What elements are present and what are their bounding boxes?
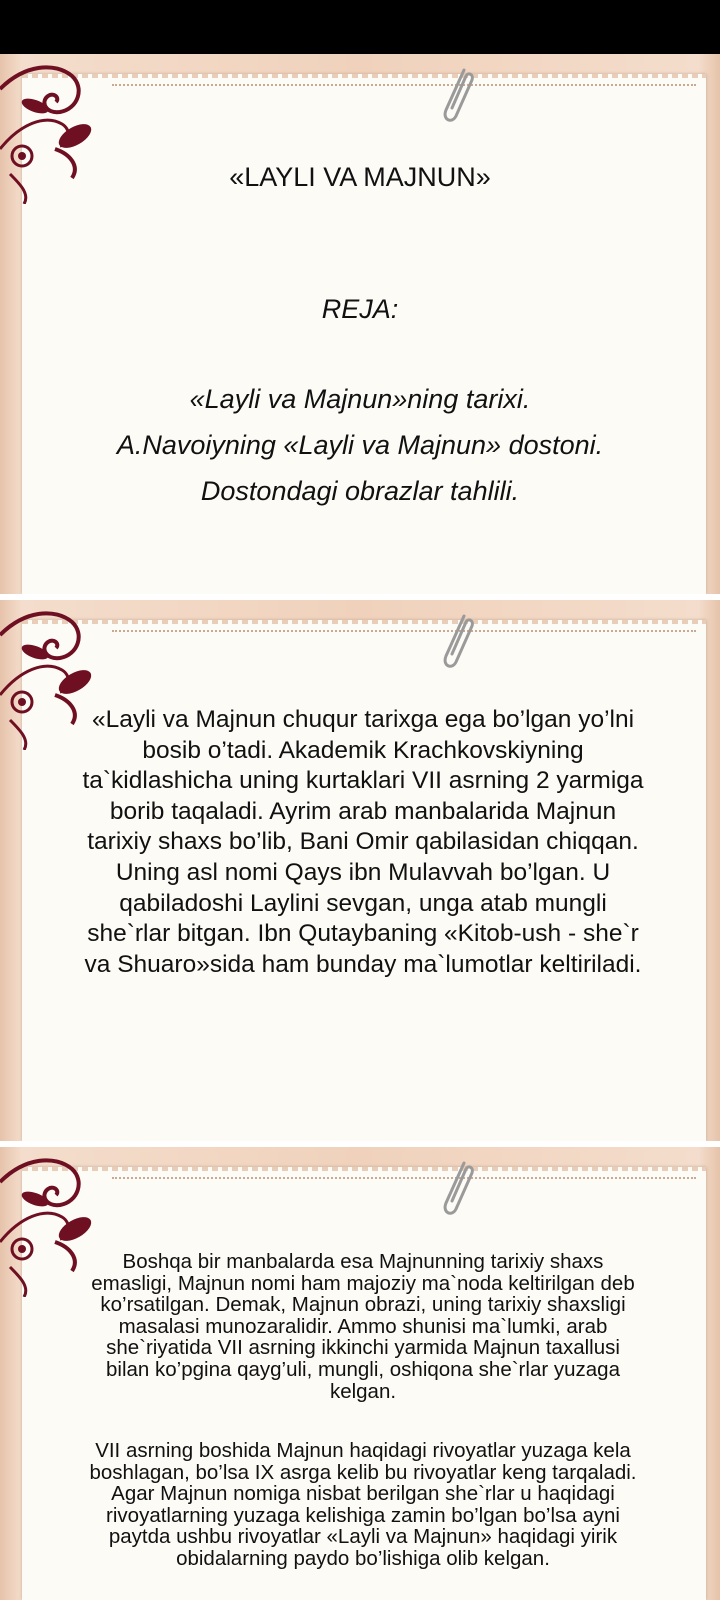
paperclip-icon xyxy=(438,612,478,672)
paper-sheet xyxy=(22,74,706,594)
plan-item: «Layli va Majnun»ning tarixi. xyxy=(189,384,531,414)
paperclip-icon xyxy=(438,66,478,126)
slide-paragraph-1: Boshqa bir manbalarda esa Majnunning tarixiy shaxs emasligi, Majnun nomi ham majoziy ma`noda keltirilgan deb ko’rsatilgan. Demak, Majnun obrazi, uning tarixiy shaxsligi masalasi munozaralidir. Ammo shunisi ma`lumki, arab she`riyatida VII asrning ikkinchi yarmida Majnun taxallusi bilan ko’pgina qayg’uli, mungli, oshiqona she`rlar yuzaga kelgan. xyxy=(91,1250,635,1403)
plan-item: A.Navoiyning «Layli va Majnun» dostoni. xyxy=(116,430,604,460)
stitch-border xyxy=(112,630,696,632)
slide-paragraph-2: VII asrning boshida Majnun haqidagi rivoyatlar yuzaga kela boshlagan, bo’lsa IX asrga kelib bu rivoyatlar keng tarqaladi. Agar Majnun nomiga nisbat berilgan she`rlar u haqidagi rivoyatlarning yuzaga kelishiga zamin bo’lgan bo’lsa ayni paytda ushbu rivoyatlar «Layli va Majnun» haqidagi yirik obidalarning paydo bo’lishiga olib kelgan. xyxy=(89,1439,637,1570)
status-bar xyxy=(0,0,720,54)
plan-item: Dostondagi obrazlar tahlili. xyxy=(200,476,520,506)
slide-2 xyxy=(0,600,720,1141)
slide-body-text: «Layli va Majnun chuqur tarixga ega bo’lgan yo’lni bosib o’tadi. Akademik Krachkovskiyning ta`kidlashicha uning kurtaklari VII asrning 2 yarmiga borib taqaladi. Ayrim arab manbalarida Majnun tarixiy shaxs bo’lib, Bani Omir qabilasidan chiqqan. Uning asl nomi Qays ibn Mulavvah bo’lgan. U qabiladoshi Laylini sevgan, unga atab mungli she`rlar bitgan. Ibn Qutaybaning «Kitob-ush - she`r va Shuaro»sida ham bunday ma`lumotlar keltiriladi. xyxy=(82,706,644,978)
paperclip-icon xyxy=(438,1159,478,1219)
slide-3 xyxy=(0,1147,720,1600)
plan-heading: REJA: xyxy=(321,294,399,324)
slide-title: «LAYLI VA MAJNUN» xyxy=(229,162,491,192)
slide-1 xyxy=(0,54,720,594)
stitch-border xyxy=(112,1177,696,1179)
swirl-ornament-icon xyxy=(0,1147,100,1297)
stitch-border xyxy=(112,84,696,86)
